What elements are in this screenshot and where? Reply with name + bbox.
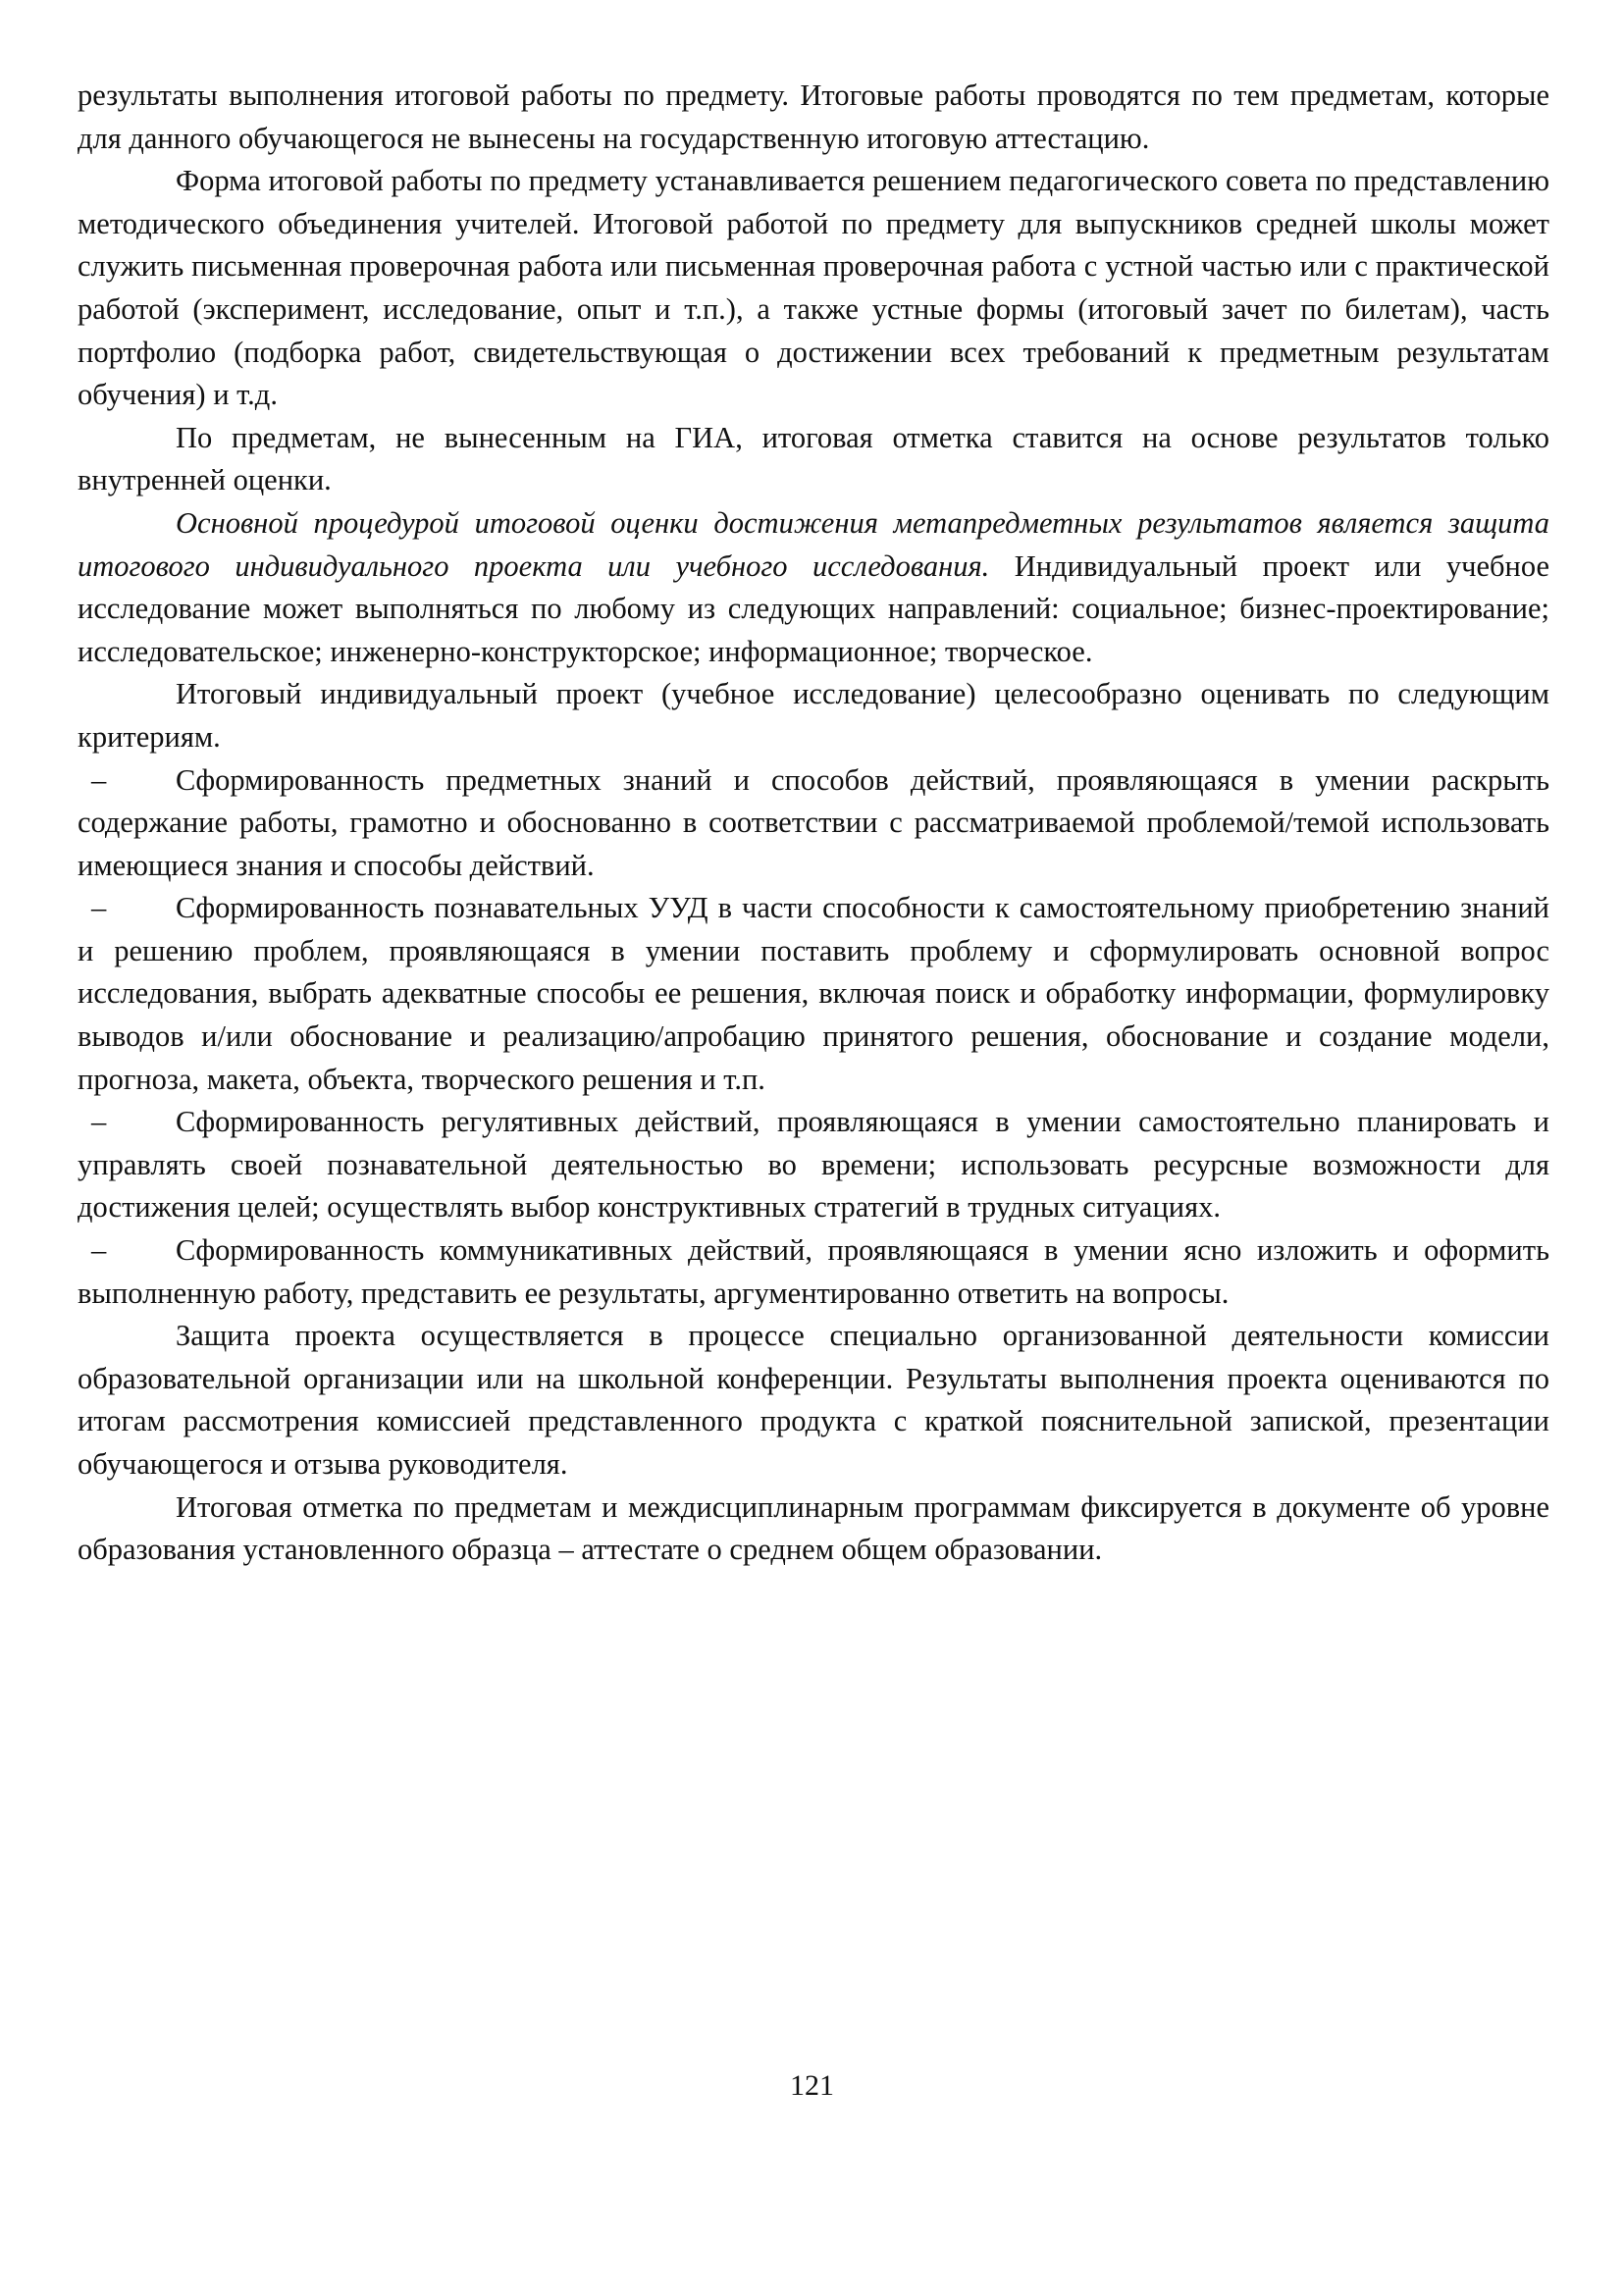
page-number: 121 — [790, 2069, 834, 2102]
list-item — [78, 1229, 1549, 1315]
dash-marker: – — [91, 1233, 107, 1268]
dash-marker: – — [91, 1105, 107, 1139]
list-item-text: Сформированность познавательных УУД в части способности к самостоятельному приобретению знаний и решению проблем, проявляющаяся в умении поставить проблему и сформулировать основной вопрос исследования, выбрать адекватные способы ее решения, включая поиск и обработку информации, формулировку выводов и/или обоснование и реализацию/апробацию принятого решения, обоснование и создание модели, прогноза, макета, объекта, творческого решения и т.п. — [78, 891, 1549, 1096]
document-body — [78, 75, 1549, 1572]
dash-marker: – — [91, 891, 107, 925]
dash-marker: – — [91, 762, 107, 797]
paragraph-non-gia-subjects: По предметам, не вынесенным на ГИА, итоговая отметка ставится на основе результатов только внутренней оценки. — [78, 420, 1549, 497]
list-item-text: Сформированность регулятивных действий, проявляющаяся в умении самостоятельно планировать и управлять своей познавательной деятельностью во времени; использовать ресурсные возможности для достижения целей; осуществлять выбор конструктивных стратегий в трудных ситуациях. — [78, 1105, 1549, 1225]
paragraph-continuation: результаты выполнения итоговой работы по предмету. Итоговые работы проводятся по тем предметам, которые для данного обучающегося не вынесены на государственную итоговую аттестацию. — [78, 78, 1549, 155]
paragraph-final-grade: Итоговая отметка по предметам и междисциплинарным программам фиксируется в документе об уровне образования установленного образца – аттестате о среднем общем образовании. — [78, 1489, 1549, 1567]
paragraph-criteria-intro: Итоговый индивидуальный проект (учебное исследование) целесообразно оценивать по следующим критериям. — [78, 677, 1549, 754]
paragraph-project-evaluation: Защита проекта осуществляется в процессе специально организованной деятельности комиссии образовательной организации или на школьной конференции. Результаты выполнения проекта оцениваются по итогам рассмотрения комиссией представленного продукта с краткой пояснительной запиской, презентации обучающегося и отзыва руководителя. — [78, 1319, 1549, 1481]
paragraph-project-defense — [78, 502, 1549, 673]
list-item — [78, 887, 1549, 1101]
list-item-text: Сформированность предметных знаний и способов действий, проявляющаяся в умении раскрыть содержание работы, грамотно и обоснованно в соответствии с рассматриваемой проблемой/темой использовать имеющиеся знания и способы действий. — [78, 762, 1549, 882]
list-item-text: Сформированность коммуникативных действий, проявляющаяся в умении ясно изложить и оформить выполненную работу, представить ее результаты, аргументированно ответить на вопросы. — [78, 1233, 1549, 1310]
list-item — [78, 759, 1549, 888]
list-item — [78, 1101, 1549, 1229]
paragraph-final-work-form: Форма итоговой работы по предмету устанавливается решением педагогического совета по представлению методического объединения учителей. Итоговой работой по предмету для выпускников средней школы может служить письменная проверочная работа или письменная проверочная работа с устной частью или с практической работой (эксперимент, исследование, опыт и т.п.), а также устные формы (итоговый зачет по билетам), часть портфолио (подборка работ, свидетельствующая о достижении всех требований к предметным результатам обучения) и т.д. — [78, 164, 1549, 412]
paragraph-text: Индивидуальный проект или учебное исследование может выполняться по любому из следующих направлений: социальное; бизнес-проектирование; исследовательское; инженерно-конструкторское; информационное; творческое. — [78, 548, 1549, 668]
italic-emphasis: Основной процедурой итоговой оценки достижения метапредметных результатов является защита итогового индивидуального проекта или учебного исследования. — [78, 505, 1549, 583]
